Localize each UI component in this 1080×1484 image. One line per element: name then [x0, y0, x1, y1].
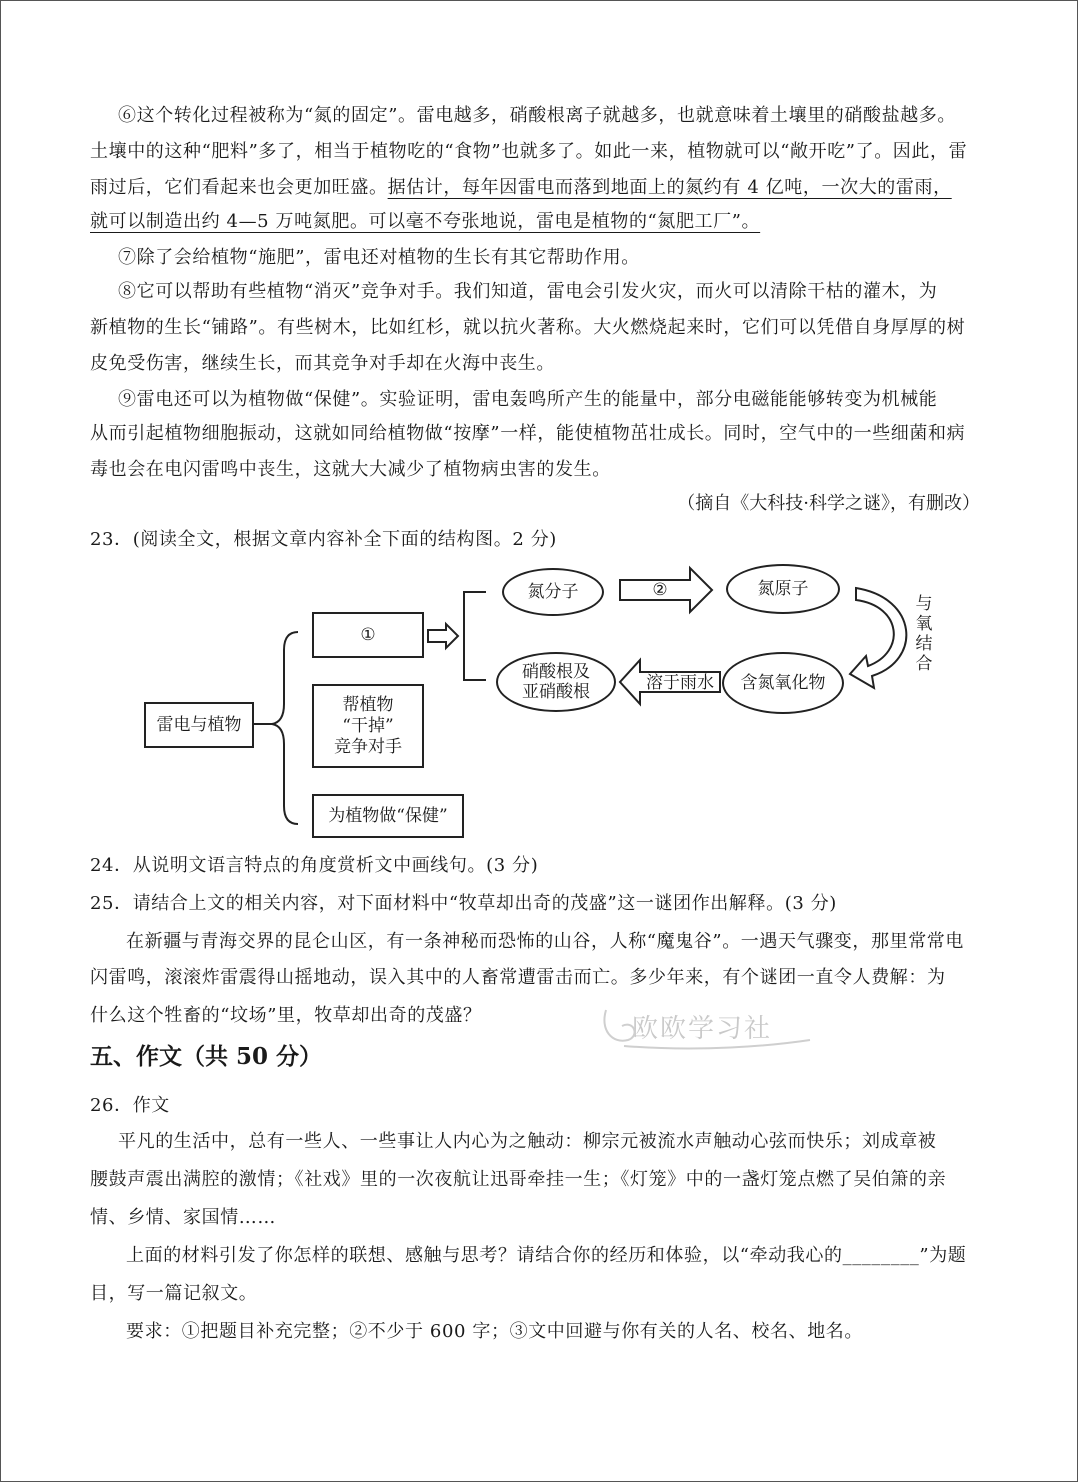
underlined-sentence-part2: 就可以制造出约 4—5 万吨氮肥。可以毫不夸张地说，雷电是植物的“氮肥工厂”。 — [90, 211, 761, 232]
help-line3: 竞争对手 — [334, 736, 402, 757]
passage-p8-line1: ⑧它可以帮助有些植物“消灭”竞争对手。我们知道，雷电会引发火灾，而火可以清除干枯的灌木，为 — [118, 281, 938, 302]
question-26: 26．作文 — [90, 1095, 170, 1116]
passage-p6-line2: 土壤中的这种“肥料”多了，相当于植物吃的“食物”也就多了。如此一来，植物就可以“敞开吃”了。因此，雷 — [90, 141, 968, 162]
q25-material-line2: 闪雷鸣，滚滚炸雷震得山摇地动，误入其中的人畜常遭雷击而亡。多少年来，有个谜团一直令人费解：为 — [90, 967, 946, 988]
passage-p8-line2: 新植物的生长“铺路”。有些树木，比如红杉，就以抗火著称。大火燃烧起来时，它们可以凭借自身厚厚的树 — [90, 317, 966, 338]
section5-title: 五、作文（共 50 分） — [90, 1043, 323, 1070]
passage-p8-line3: 皮免受伤害，继续生长，而其竞争对手却在火海中丧生。 — [90, 353, 555, 374]
diagram-blank2-label: ② — [652, 580, 668, 600]
q26-requirements: 要求：①把题目补充完整；②不少于 600 字；③文中回避与你有关的人名、校名、地名。 — [126, 1321, 863, 1342]
passage-p9-line3: 毒也会在电闪雷鸣中丧生，这就大大减少了植物病虫害的发生。 — [90, 459, 611, 480]
nitrate-line2: 亚硝酸根 — [522, 682, 590, 702]
watermark: 欧欧学习社 — [632, 1014, 773, 1044]
q26-prompt-line4: 上面的材料引发了你怎样的联想、感触与思考？请结合你的经历和体验，以“牵动我心的________”为题 — [126, 1245, 967, 1266]
passage-p7: ⑦除了会给植物“施肥”，雷电还对植物的生长有其它帮助作用。 — [118, 247, 640, 268]
diagram-root-box: 雷电与植物 — [144, 702, 254, 748]
diagram-health-box: 为植物做“保健” — [312, 794, 464, 838]
diagram-nox-ellipse: 含氮氧化物 — [722, 652, 844, 714]
passage-p9-line1: ⑨雷电还可以为植物做“保健”。实验证明，雷电轰鸣所产生的能量中，部分电磁能能够转变为机械能 — [118, 389, 938, 410]
q25-material-line3: 什么这个牲畜的“坟场”里，牧草却出奇的茂盛？ — [90, 1005, 482, 1026]
help-line2: “干掉” — [342, 715, 394, 736]
diagram-blank1-box: ① — [312, 612, 424, 658]
question-23: 23．(阅读全文，根据文章内容补全下面的结构图。2 分) — [90, 529, 557, 550]
help-line1: 帮植物 — [342, 694, 394, 715]
oxygen-label-char: 结 — [915, 634, 933, 654]
nitrate-line1: 硝酸根及 — [522, 662, 590, 682]
diagram-n-atom-ellipse: 氮原子 — [726, 564, 840, 614]
passage-p6-plain: 雨过后，它们看起来也会更加旺盛。 — [90, 177, 388, 198]
q26-prompt-line5: 目，写一篇记叙文。 — [90, 1283, 258, 1304]
diagram-n2-ellipse: 氮分子 — [502, 568, 604, 616]
underlined-sentence-part1: 据估计，每年因雷电而落到地面上的氮约有 4 亿吨，一次大的雷雨， — [387, 177, 952, 198]
diagram-rain-label: 溶于雨水 — [646, 673, 714, 693]
question-25: 25．请结合上文的相关内容，对下面材料中“牧草却出奇的茂盛”这一谜团作出解释。(3 分) — [90, 893, 837, 914]
q26-prompt-line2: 腰鼓声震出满腔的激情；《社戏》里的一次夜航让迅哥牵挂一生；《灯笼》中的一盏灯笼点燃了吴伯箫的亲 — [90, 1169, 947, 1190]
passage-source: （摘自《大科技·科学之谜》，有删改） — [677, 493, 980, 514]
oxygen-label-char: 合 — [915, 654, 933, 674]
oxygen-label-char: 与 — [915, 594, 933, 614]
q26-prompt-line1: 平凡的生活中，总有一些人、一些事让人内心为之触动：柳宗元被流水声触动心弦而快乐；刘成章被 — [118, 1131, 937, 1152]
q26-prompt-line3: 情、乡情、家国情…… — [90, 1207, 276, 1228]
watermark-swirl-path — [604, 1010, 810, 1048]
q25-material-line1: 在新疆与青海交界的昆仑山区，有一条神秘而恐怖的山谷，人称“魔鬼谷”。一遇天气骤变，那里常常电 — [126, 931, 964, 952]
question-24: 24．从说明文语言特点的角度赏析文中画线句。(3 分) — [90, 855, 539, 876]
passage-p6-line1: ⑥这个转化过程被称为“氮的固定”。雷电越多，硝酸根离子就越多，也就意味着土壤里的硝酸盐越多。 — [118, 105, 956, 126]
passage-p9-line2: 从而引起植物细胞振动，这就如同给植物做“按摩”一样，能使植物茁壮成长。同时，空气中的一些细菌和病 — [90, 423, 966, 444]
oxygen-label-char: 氧 — [915, 614, 933, 634]
